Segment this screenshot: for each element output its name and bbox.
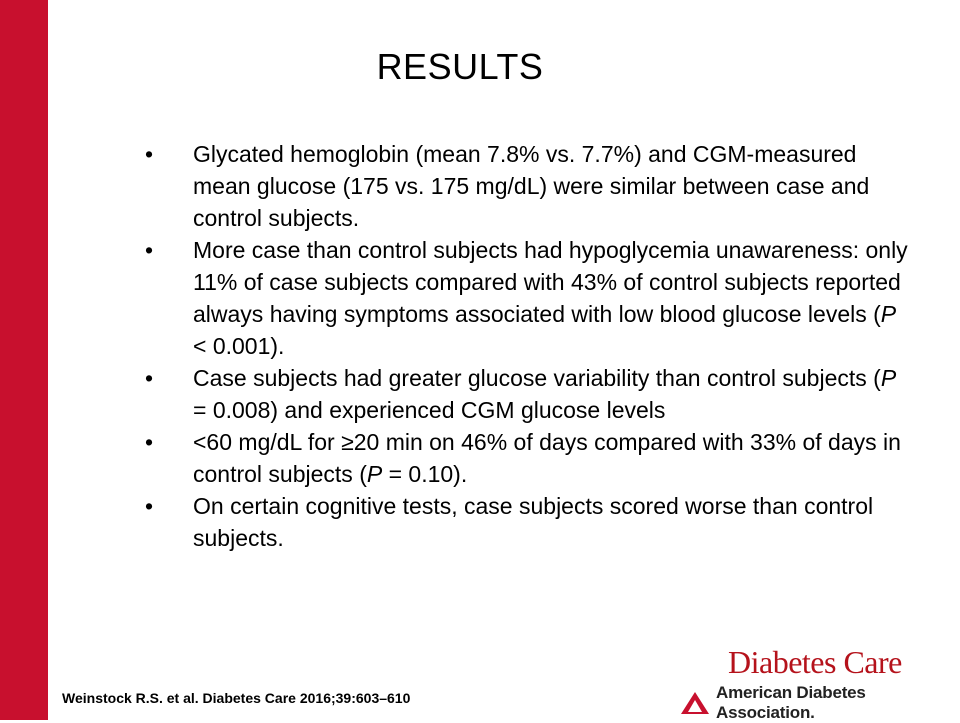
bullet-marker: • — [145, 365, 154, 391]
ada-name: American Diabetes Association. — [716, 683, 866, 722]
bullet-item — [145, 234, 915, 362]
bullet-text: More case than control subjects had hypoglycemia unawareness: only 11% of case subjects compared with 43% of control subjects reported always having symptoms associated with low blood glucose levels (P < 0.001). — [193, 237, 908, 359]
citation: Weinstock R.S. et al. Diabetes Care 2016;39:603–610 — [62, 690, 411, 706]
bullet-text: <60 mg/dL for ≥20 min on 46% of days compared with 33% of days in control subjects (P = 0.10). — [193, 429, 901, 487]
slide-title: RESULTS — [376, 46, 544, 87]
diabetes-care-logo: Diabetes Care — [728, 644, 902, 680]
bullet-text: Glycated hemoglobin (mean 7.8% vs. 7.7%) and CGM-measured mean glucose (175 vs. 175 mg/dL) were similar between case and control subjects. — [193, 141, 870, 231]
bullet-item — [145, 426, 915, 490]
ada-logo — [680, 683, 960, 722]
left-accent-bar — [0, 0, 48, 720]
bullet-text: Case subjects had greater glucose variability than control subjects (P = 0.008) and experienced CGM glucose levels — [193, 365, 897, 423]
ada-triangle-icon — [680, 691, 710, 715]
bullet-marker: • — [145, 237, 154, 263]
bullet-item — [145, 490, 915, 554]
bullet-marker: • — [145, 429, 154, 455]
bullet-text: On certain cognitive tests, case subjects scored worse than control subjects. — [193, 493, 874, 551]
bullet-marker: • — [145, 493, 154, 519]
bullet-list — [145, 138, 915, 554]
bullet-item — [145, 362, 915, 426]
bullet-item — [145, 138, 915, 234]
bullet-marker: • — [145, 141, 154, 167]
